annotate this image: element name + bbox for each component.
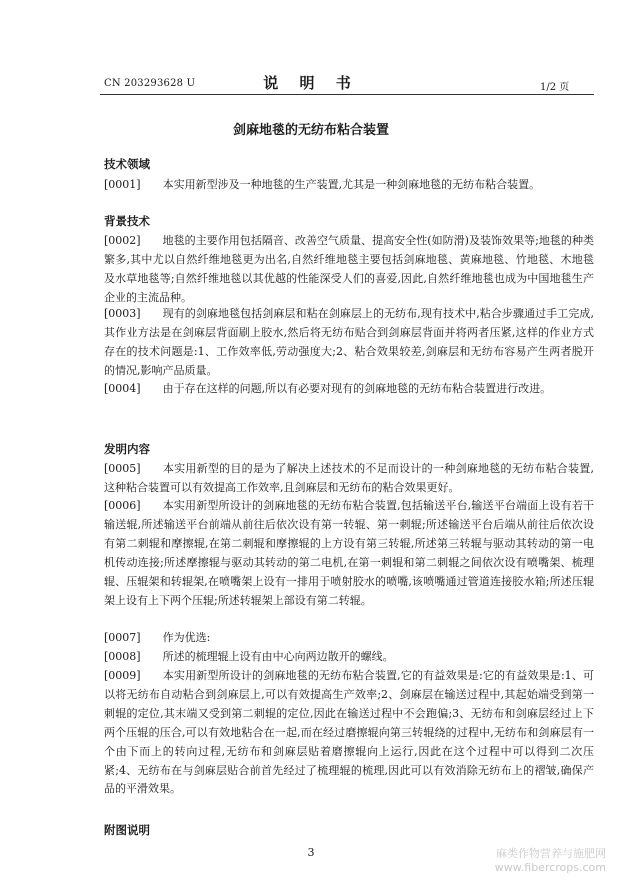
paragraph-0003 (104, 305, 594, 381)
paragraph-0009 (104, 667, 594, 799)
paragraph-number: [0008] (104, 650, 141, 663)
paragraph-number: [0002] (104, 234, 141, 247)
header-patent-number: CN 203293628 U (104, 78, 196, 89)
paragraph-text: 本实用新型涉及一种地毯的生产装置,尤其是一种剑麻地毯的无纺布粘合装置。 (162, 178, 541, 191)
paragraph-0001 (104, 176, 594, 195)
paragraph-0005 (104, 460, 594, 498)
paragraph-text: 本实用新型的目的是为了解决上述技术的不足而设计的一种剑麻地毯的无纺布粘合装置,这种粘合装置可以有效提高工作效率,且剑麻层和无纺布的粘合效果更好。 (104, 462, 594, 494)
paragraph-0004 (104, 380, 594, 399)
paragraph-number: [0006] (104, 499, 141, 512)
header-document-type: 说 明 书 (263, 74, 359, 92)
paragraph-0008 (104, 648, 594, 667)
paragraph-number: [0004] (104, 382, 141, 395)
header-divider (100, 94, 594, 95)
paragraph-0007 (104, 629, 594, 648)
paragraph-0006 (104, 497, 594, 610)
paragraph-text: 本实用新型所设计的剑麻地毯的无纺布粘合装置,包括输送平台,输送平台端面上设有若干输送辊,所述输送平台前端从前往后依次设有第一转辊、第一刺辊;所述输送平台后端从前往后依次设有第二刺辊和摩擦辊,在第二刺辊和摩擦辊的上方设有第三转辊,所述第三转辊与驱动其转动的第一电机传动连接;所述摩擦辊与驱动其转动的第二电机,在第一刺辊和第二刺辊之间依次设有喷嘴架、梳理辊、压辊架和转辊架,在喷嘴架上设有一排用于喷射胶水的喷嘴,该喷嘴通过管道连接胶水箱;所述压辊架上设有上下两个压辊;所述转辊架上部设有第二转辊。 (104, 499, 594, 607)
paragraph-text: 本实用新型所设计的剑麻地毯的无纺布粘合装置,它的有益效果是:它的有益效果是:1、可以将无纺布自动粘合到剑麻层上,可以有效提高生产效率;2、剑麻层在输送过程中,其起始端受到第一刺辊的定位,其末端又受到第二刺辊的定位,因此在输送过程中不会跑偏;3、无纺布和剑麻层经过上下两个压辊的压合,可以有效地粘合在一起,而在经过磨擦辊向第三转辊绕的过程中,无纺布和剑麻层有一个由下而上的转向过程,无纺布和剑麻层贴着磨擦辊向上运行,因此在这个过程中可以得到二次压紧;4、无纺布在与剑麻层贴合前首先经过了梳理辊的梳理,因此可以有效消除无纺布上的褶皱,确保产品的平滑效果。 (104, 669, 594, 796)
watermark-site-name: 麻类作物营养与施肥网 (496, 847, 606, 860)
section-heading-figures: 附图说明 (104, 823, 150, 837)
paragraph-text: 所述的梳理辊上设有由中心向两边散开的螺线。 (162, 650, 394, 663)
paragraph-text: 作为优选: (162, 631, 211, 644)
header-page-info: 1/2 页 (540, 82, 570, 93)
document-title: 剑麻地毯的无纺布粘合装置 (232, 123, 389, 138)
section-heading-content: 发明内容 (104, 442, 150, 456)
paragraph-number: [0005] (104, 462, 141, 475)
section-heading-background: 背景技术 (104, 214, 150, 228)
paragraph-text: 地毯的主要作用包括隔音、改善空气质量、提高安全性(如防滑)及装饰效果等;地毯的种类繁多,其中尤以自然纤维地毯更为出名,自然纤维地毯主要包括剑麻地毯、黄麻地毯、竹地毯、木地毯及水草地毯等;自然纤维地毯以其优越的性能深受人们的喜爱,因此,自然纤维地毯也成为中国地毯生产企业的主流品种。 (104, 234, 594, 304)
watermark-url: www.fibercrops.com (494, 861, 606, 874)
paragraph-number: [0001] (104, 178, 141, 191)
section-heading-tech-field: 技术领域 (104, 157, 150, 171)
paragraph-number: [0003] (104, 307, 141, 320)
watermark (495, 847, 606, 875)
paragraph-0002 (104, 232, 594, 308)
paragraph-text: 由于存在这样的问题,所以有必要对现有的剑麻地毯的无纺布粘合装置进行改进。 (162, 382, 552, 395)
paragraph-number: [0007] (104, 631, 141, 644)
paragraph-text: 现有的剑麻地毯包括剑麻层和粘在剑麻层上的无纺布,现有技术中,粘合步骤通过手工完成,其作业方法是在剑麻层背面刷上胶水,然后将无纺布贴合到剑麻层背面并将两者压紧,这样的作业方式存在的技术问题是:1、工作效率低,劳动强度大;2、粘合效果较差,剑麻层和无纺布容易产生两者脱开的情况,影响产品质量。 (104, 307, 594, 377)
page-number: 3 (307, 846, 315, 859)
paragraph-number: [0009] (104, 669, 141, 682)
